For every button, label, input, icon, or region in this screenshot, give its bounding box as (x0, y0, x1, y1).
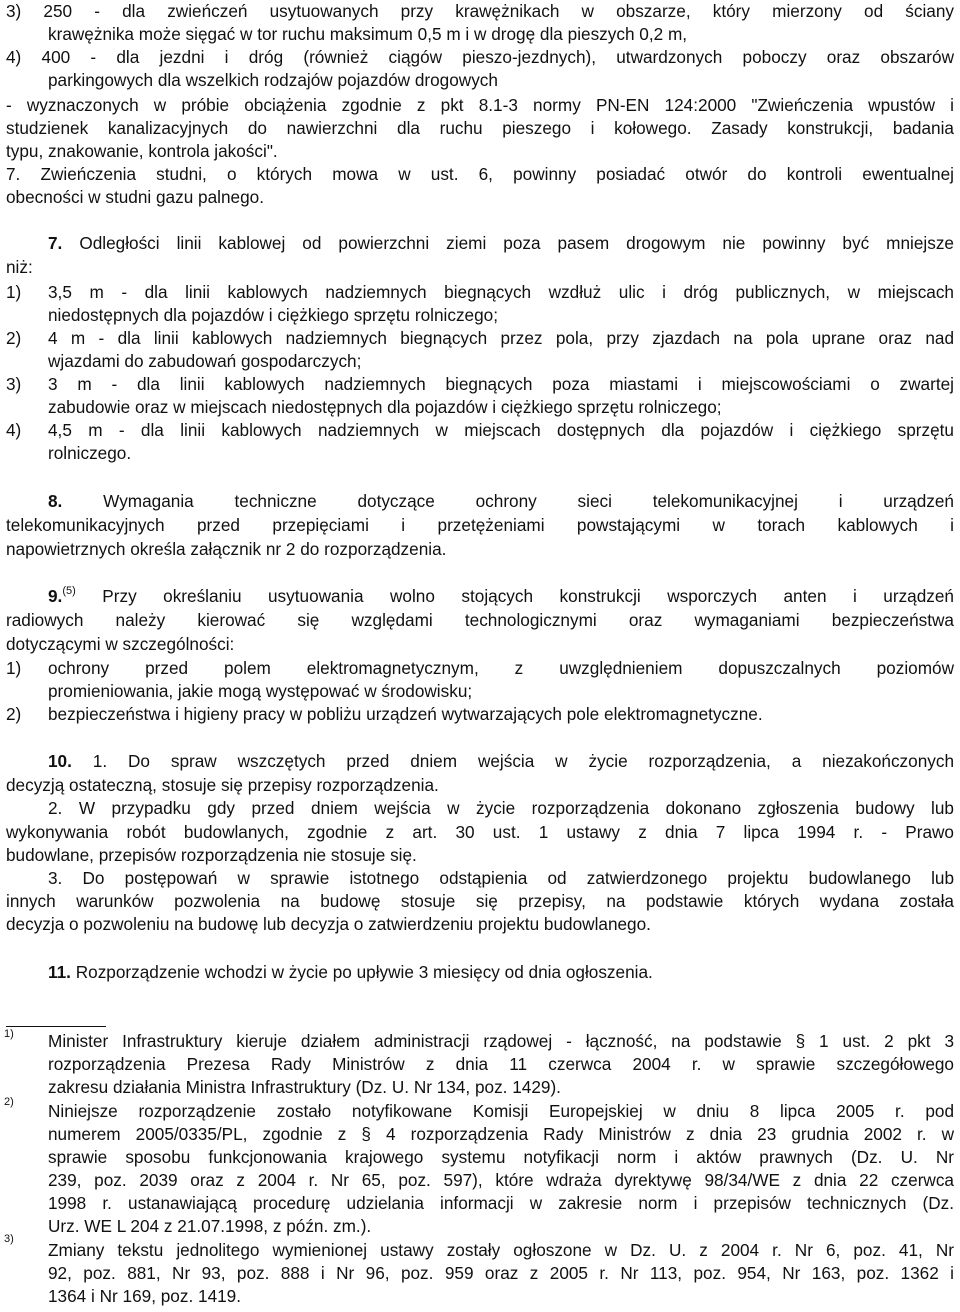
list-item-line: bezpieczeństwa i higieny pracy w pobliżu urządzeń wytwarzających pole elektromagnetyczne. (48, 704, 763, 724)
list-item-line: 3 m - dla linii kablowych nadziemnych biegnących poza miastami i miejscowościami o zwartej (48, 374, 954, 394)
list-number: 2) (6, 328, 22, 348)
footnote-line: Urz. WE L 204 z 21.07.1998, z późn. zm.). (48, 1216, 372, 1236)
text-line: decyzją ostateczną, stosuje się przepisy rozporządzenia. (6, 775, 439, 795)
list-item-line: ochrony przed polem elektromagnetycznym, z uwzględnieniem dopuszczalnych poziomów (48, 658, 954, 678)
footnote-line: Minister Infrastruktury kieruje działem administracji rządowej - łączność, na podstawie § 1 ust. 2 pkt 3 (48, 1031, 954, 1051)
footnote-line: 1998 r. ustanawiającą procedurę udzielania informacji w zakresie norm i przepisów technicznych (Dz. (48, 1193, 954, 1213)
section-11-line: 11. Rozporządzenie wchodzi w życie po upływie 3 miesięcy od dnia ogłoszenia. (48, 962, 653, 982)
text-line: parkingowych dla wszelkich rodzajów pojazdów drogowych (48, 70, 498, 90)
text-line: 3) 250 - dla zwieńczeń usytuowanych przy krawężnikach w obszarze, który mierzony od ściany (6, 1, 954, 21)
text-line: radiowych należy kierować się względami technologicznymi oraz wymaganiami bezpieczeństwa (6, 610, 954, 630)
text-line: 7. Zwieńczenia studni, o których mowa w ust. 6, powinny posiadać otwór do kontroli ewentualnej (6, 164, 954, 184)
text-line: 2. W przypadku gdy przed dniem wejścia w życie rozporządzenia dokonano zgłoszenia budowy lub (48, 798, 954, 818)
list-item-line: zabudowie oraz w miejscach niedostępnych dla pojazdów i ciężkiego sprzętu rolniczego; (48, 397, 722, 417)
text-line: dotyczącymi w szczególności: (6, 634, 235, 654)
list-number: 4) (6, 420, 22, 440)
text-line: krawężnika może sięgać w tor ruchu maksimum 0,5 m i w drogę dla pieszych 0,2 m, (48, 24, 688, 44)
footnote-line: 92, poz. 881, Nr 93, poz. 888 i Nr 96, poz. 959 oraz z 2005 r. Nr 113, poz. 954, Nr 163, poz. 1362 i (48, 1263, 954, 1283)
text-line: napowietrznych określa załącznik nr 2 do rozporządzenia. (6, 539, 447, 559)
text-line: studzienek kanalizacyjnych do nawierzchni dla ruchu pieszego i kołowego. Zasady konstrukcji, badania (6, 118, 954, 138)
text-line: innych warunków pozwolenia na budowę stosuje się przepisy, na podstawie których wydana została (6, 891, 954, 911)
text-line: budowlane, przepisów rozporządzenia nie stosuje się. (6, 845, 417, 865)
section-number: 10. (48, 751, 72, 771)
footnote-marker: 2) (4, 1096, 14, 1108)
text-line: 4) 400 - dla jezdni i dróg (również ciągów pieszo-jezdnych), utwardzonych poboczy oraz obszarów (6, 47, 954, 67)
list-number: 3) (6, 374, 22, 394)
section-9-line: 9.$^{(5)}$ Przy określaniu usytuowania wolno stojących konstrukcji wsporczych anten i urządzeń (48, 585, 954, 606)
footnote-line: sprawie sposobu funkcjonowania krajowego systemu notyfikacji norm i aktów prawnych (Dz. U. Nr (48, 1147, 954, 1167)
text-line: wykonywania robót budowlanych, zgodnie z art. 30 ust. 1 ustawy z dnia 7 lipca 1994 r. - Prawo (6, 822, 954, 842)
list-number: 2) (6, 704, 22, 724)
text-line: typu, znakowanie, kontrola jakości". (6, 141, 278, 161)
section-10-line: 10. 1. Do spraw wszczętych przed dniem wejścia w życie rozporządzenia, a niezakończonych (48, 751, 954, 771)
list-item-line: 4 m - dla linii kablowych nadziemnych biegnących przez pola, przy zjazdach na pola uprane oraz nad (48, 328, 954, 348)
footnote-marker: 3) (4, 1233, 14, 1245)
list-item-line: promieniowania, jakie mogą występować w środowisku; (48, 681, 473, 701)
text-line: 3. Do postępowań w sprawie istotnego odstąpienia od zatwierdzonego projektu budowlanego lub (48, 868, 954, 888)
footnote-line: Niniejsze rozporządzenie zostało notyfikowane Komisji Europejskiej w dniu 8 lipca 2005 r. pod (48, 1101, 954, 1121)
section-number: 11. (48, 962, 71, 982)
footnote-line: Zmiany tekstu jednolitego wymienionej ustawy zostały ogłoszone w Dz. U. z 2004 r. Nr 6, poz. 41, Nr (48, 1240, 954, 1260)
list-item-line: rolniczego. (48, 443, 132, 463)
footnote-line: 239, poz. 2039 oraz z 2004 r. Nr 65, poz. 597), które wdraża dyrektywę 98/34/WE z dnia 22 czerwca (48, 1170, 954, 1190)
text-line: - wyznaczonych w próbie obciążenia zgodnie z pkt 8.1-3 normy PN-EN 124:2000 "Zwieńczenia wpustów i (6, 95, 954, 115)
text-line: obecności w studni gazu palnego. (6, 187, 264, 207)
footnote-line: zakresu działania Ministra Infrastruktury (Dz. U. Nr 134, poz. 1429). (48, 1077, 561, 1097)
text-line: niż: (6, 257, 33, 277)
footnote-line: numerem 2005/0335/PL, zgodnie z § 4 rozporządzenia Rady Ministrów z dnia 23 grudnia 2002 r. w (48, 1124, 954, 1144)
footnote-line: rozporządzenia Prezesa Rady Ministrów z dnia 11 czerwca 2004 r. w sprawie szczegółowego (48, 1054, 954, 1074)
section-number: 8. (48, 491, 63, 511)
list-item-line: wjazdami do zabudowań gospodarczych; (48, 351, 362, 371)
list-number: 1) (6, 658, 22, 678)
footnote-line: 1364 i Nr 169, poz. 1419. (48, 1286, 242, 1306)
footnote-separator (6, 1026, 106, 1027)
list-item-line: 4,5 m - dla linii kablowych nadziemnych w miejscach dostępnych dla pojazdów i ciężkiego sprzętu (48, 420, 954, 440)
text-line: telekomunikacyjnych przed przepięciami i przetężeniami powstającymi w torach kablowych i (6, 515, 954, 535)
amendment-marker: (5) (62, 585, 76, 597)
list-number: 1) (6, 282, 22, 302)
list-item-line: 3,5 m - dla linii kablowych nadziemnych biegnących wzdłuż ulic i dróg publicznych, w miejscach (48, 282, 954, 302)
section-7-line: 7. Odległości linii kablowej od powierzchni ziemi poza pasem drogowym nie powinny być mniejsze (48, 233, 954, 253)
text-line: decyzja o pozwoleniu na budowę lub decyzja o zatwierdzeniu projektu budowlanego. (6, 914, 651, 934)
section-number: 9. (48, 586, 63, 606)
list-item-line: niedostępnych dla pojazdów i ciężkiego sprzętu rolniczego; (48, 305, 499, 325)
section-number: 7. (48, 233, 63, 253)
section-8-line: 8. Wymagania techniczne dotyczące ochrony sieci telekomunikacyjnej i urządzeń (48, 491, 954, 511)
footnote-marker: 1) (4, 1028, 14, 1040)
